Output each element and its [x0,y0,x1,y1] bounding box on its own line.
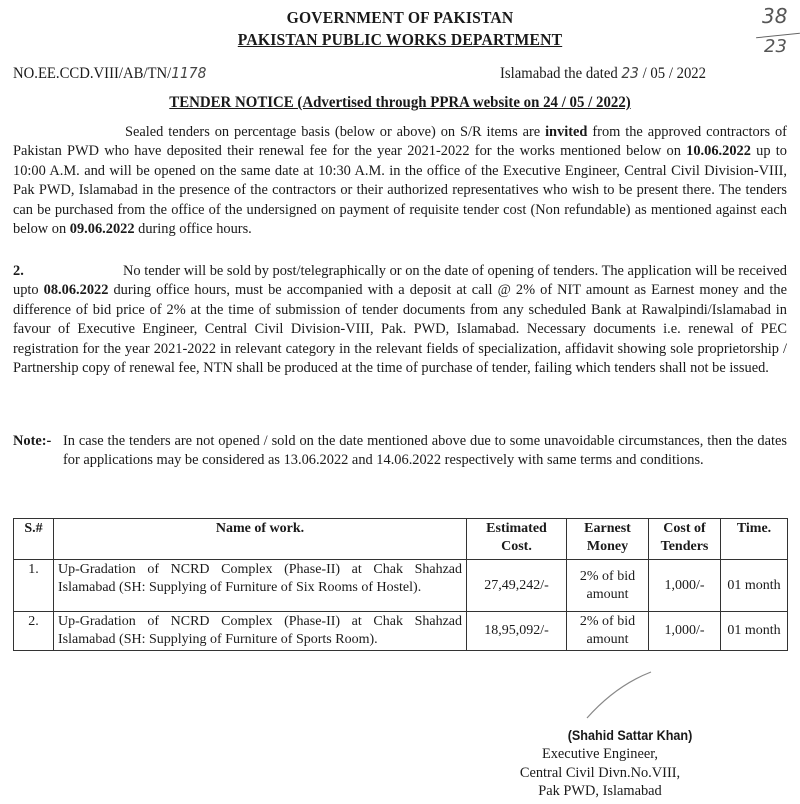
paragraph-text: up to 10:00 A.M. and will be opened on the same date at 10:30 A.M. in the office of the Executive Engineer, Central Civil Division-VIII, Pak PWD, Islamabad in the presence of the contractors or their authorized representatives who wish to be present there. The tenders can be purchased from the office of the undersigned on payment of requisite tender cost (Non refundable) as mentioned against each below on [13,143,787,238]
note-text: In case the tenders are not opened / sold on the date mentioned above due to some unavoidable circumstances, then the dates for applications may be considered as 13.06.2022 and 14.06.2022 respectively with same terms and conditions. [63,433,787,469]
cell-name: Up-Gradation of NCRD Complex (Phase-II) at Chak Shahzad Islamabad (SH: Supplying of Furniture of Six Rooms of Hostel). [54,560,467,612]
paragraph-text: Sealed tenders on percentage basis (below or above) on S/R items are [125,124,546,140]
application-date: 08.06.2022 [43,282,109,299]
signatory-division: Central Civil Divn.No.VIII, [519,765,681,781]
paragraph-text: during office hours. [134,221,252,238]
cell-estimated-cost: 18,95,092/- [467,612,567,651]
header-earnest-money: Earnest Money [567,519,649,560]
cell-cost-of-tenders: 1,000/- [649,612,721,651]
paragraph-number: 2. [13,263,24,279]
submission-date: 10.06.2022 [686,143,751,160]
signatory-name: (Shahid Sattar Khan) [567,727,693,743]
cell-sn: 2. [14,612,54,651]
table-row [14,560,788,612]
header-time: Time. [721,519,788,560]
cell-earnest-money: 2% of bid amount [567,612,649,651]
reference-number-handwritten: 1178 [171,64,207,82]
signatory-office: Pak PWD, Islamabad [538,783,662,799]
paragraph-text: during office hours, must be accompanied with a deposit at call @ 2% of NIT amount as Earnest money and the difference of bid price of 2% at the time of submission of tender documents from any scheduled Bank at Rawalpindi/Islamabad in favour of Executive Engineer, Central Civil Division-VIII, Pak. PWD, Islamabad. Necessary documents i.e. renewal of PEC registration for the year 2021-2022 in relevant category in the relevant fields of specialization, affidavit showing sole proprietorship / Partnership copy of renewal fee, NTN shall be produced at the time of purchase of tender, failing which tenders shall not be issued. [13,282,787,377]
date-line [500,64,706,83]
works-table [13,518,788,651]
margin-note-bottom: 23 [764,36,787,57]
cell-name: Up-Gradation of NCRD Complex (Phase-II) at Chak Shahzad Islamabad (SH: Supplying of Furniture of Sports Room). [54,612,467,651]
paragraph-1 [13,123,787,239]
note-label: Note:- [13,433,52,449]
header-estimated-cost: Estimated Cost. [467,519,567,560]
date-prefix: Islamabad the dated [500,65,622,82]
paragraph-text: from the approved contractors of Pakistan PWD who have deposited their renewal fee for the year 2021-2022 for the works mentioned below on [13,124,787,160]
paragraph-bold: invited [545,124,588,140]
signature-stroke-icon [585,670,655,720]
purchase-date: 09.06.2022 [69,221,135,238]
header-government: GOVERNMENT OF PAKISTAN [286,8,514,27]
date-day-handwritten: 23 [621,64,639,82]
cell-cost-of-tenders: 1,000/- [649,560,721,612]
table-header-row [14,519,788,560]
header-department: PAKISTAN PUBLIC WORKS DEPARTMENT [237,30,563,49]
paragraph-text: No tender will be sold by post/telegraphically or on the date of opening of tenders. The application will be received upto [13,263,787,299]
notice-title: TENDER NOTICE (Advertised through PPRA website on 24 / 05 / 2022) [169,94,631,111]
header-name: Name of work. [54,519,467,560]
header-cost-of-tenders: Cost of Tenders [649,519,721,560]
table-row [14,612,788,651]
signatory-designation: Executive Engineer, [541,746,659,762]
handwritten-margin-note [748,2,800,60]
reference-number-prefix: NO.EE.CCD.VIII/AB/TN/ [13,65,172,82]
cell-earnest-money: 2% of bid amount [567,560,649,612]
cell-estimated-cost: 27,49,242/- [467,560,567,612]
note-section [13,432,787,471]
cell-sn: 1. [14,560,54,612]
cell-time: 01 month [721,560,788,612]
cell-time: 01 month [721,612,788,651]
reference-number [13,64,206,83]
date-rest: / 05 / 2022 [638,65,707,82]
header-sn: S.# [14,519,54,560]
paragraph-2 [13,262,787,378]
margin-note-top: 38 [762,4,788,28]
